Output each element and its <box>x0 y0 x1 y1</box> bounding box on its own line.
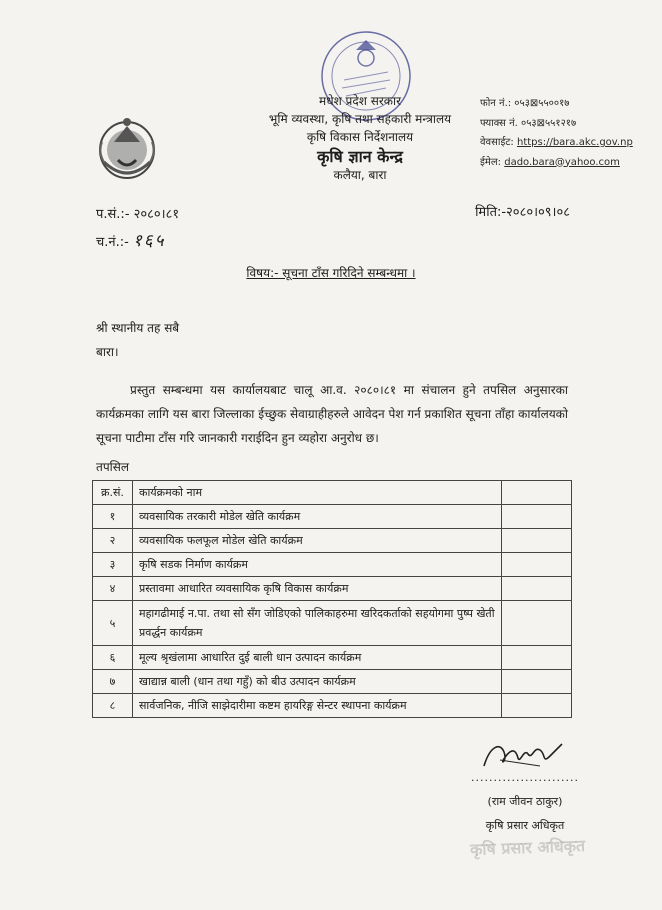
table-row <box>93 529 572 553</box>
list-title: तपसिल <box>96 460 130 474</box>
signatory-block <box>470 766 580 838</box>
email-label: ईमेल: <box>480 156 502 168</box>
website-line <box>480 133 633 153</box>
row-sn: ७ <box>93 670 133 694</box>
header-program-name: कार्यक्रमको नाम <box>133 481 502 505</box>
row-program: व्यवसायिक तरकारी मोडेल खेति कार्यक्रम <box>133 505 502 529</box>
row-sn: १ <box>93 505 133 529</box>
row-program: सार्वजनिक, नीजि साझेदारीमा कष्टम हायरिङ्ग सेन्टर स्थापना कार्यक्रम <box>133 694 502 718</box>
letter-date: मिति:-२०८०।०९।०८ <box>475 205 570 220</box>
province-name: मधेश प्रदेश सरकार <box>319 94 401 108</box>
row-program: कृषि सडक निर्माण कार्यक्रम <box>133 553 502 577</box>
row-program: महागढीमाई न.पा. तथा सो सँग जोडिएको पालिकाहरुमा खरिदकर्ताको सहयोगमा पुष्प खेती प्रवर्द्धन कार्यक्रम <box>133 601 502 646</box>
header-sn: क्र.सं. <box>93 481 133 505</box>
table-row <box>93 670 572 694</box>
row-sn: ६ <box>93 646 133 670</box>
signature-dots: ........................ <box>471 771 579 784</box>
addressee-line-1: श्री स्थानीय तह सबै <box>96 321 180 335</box>
row-blank <box>502 694 572 718</box>
row-program: प्रस्तावमा आधारित व्यवसायिक कृषि विकास कार्यक्रम <box>133 577 502 601</box>
ministry-name: भूमि व्यवस्था, कृषि तथा सहकारी मन्त्रालय <box>268 112 452 126</box>
row-sn: ३ <box>93 553 133 577</box>
table-row <box>93 577 572 601</box>
chalani-number: १६५ <box>132 231 166 251</box>
programs-table <box>92 480 572 718</box>
body-paragraph: प्रस्तुत सम्बन्धमा यस कार्यालयबाट चालू आ.व. २०८०।८१ मा संचालन हुने तपसिल अनुसारका कार्यक्रमका लागि यस बारा जिल्लाका ईच्छुक सेवाग्राहीहरुले आवेदन पेश गर्न प्रकाशित सूचना ताँहा कार्यालयको सूचना पाटीमा टाँस गरि जानकारी गराईदिन हुन व्यहोरा अनुरोध छ। <box>96 383 568 445</box>
office-name: कृषि ज्ञान केन्द्र <box>317 147 403 166</box>
directorate-name: कृषि विकास निर्देशनालय <box>306 130 414 144</box>
row-blank <box>502 577 572 601</box>
designation-stamp: कृषि प्रसार अधिकृत <box>469 835 586 860</box>
row-blank <box>502 553 572 577</box>
email-line <box>480 153 633 173</box>
website-link[interactable]: https://bara.akc.gov.np <box>516 137 633 148</box>
signatory-designation: कृषि प्रसार अधिकृत <box>485 819 565 832</box>
row-blank <box>502 601 572 646</box>
nepal-emblem-icon <box>96 112 158 182</box>
chalani-label: च.नं.:- <box>96 235 129 250</box>
table-row <box>93 601 572 646</box>
subject-line: विषय:- सूचना टाँस गरिदिने सम्बन्धमा । <box>246 266 416 280</box>
table-row <box>93 505 572 529</box>
email-link[interactable]: dado.bara@yahoo.com <box>504 156 620 168</box>
table-header-row <box>93 481 572 505</box>
signatory-name: (राम जीवन ठाकुर) <box>487 795 563 808</box>
table-row <box>93 553 572 577</box>
contact-block <box>480 94 633 172</box>
row-blank <box>502 529 572 553</box>
chalani-line <box>96 228 179 256</box>
table-row <box>93 694 572 718</box>
row-blank <box>502 670 572 694</box>
row-blank <box>502 505 572 529</box>
addressee <box>96 316 179 364</box>
addressee-line-2: बारा। <box>96 345 119 359</box>
reference-block <box>96 202 179 256</box>
table-row <box>93 646 572 670</box>
patra-sankhya: प.सं.:- २०८०।८१ <box>96 207 180 222</box>
letterhead <box>220 92 500 184</box>
row-program: मूल्य श्रृखंलामा आधारित दुई बाली धान उत्पादन कार्यक्रम <box>133 646 502 670</box>
row-sn: ४ <box>93 577 133 601</box>
row-program: व्यवसायिक फलफूल मोडेल खेति कार्यक्रम <box>133 529 502 553</box>
fax-number: फ्याक्स नं. ०५३⊠५५१२१७ <box>480 117 577 129</box>
row-program: खाद्यान्न बाली (धान तथा गहुँ) को बीउ उत्पादन कार्यक्रम <box>133 670 502 694</box>
office-location: कलैया, बारा <box>333 168 387 182</box>
row-blank <box>502 646 572 670</box>
phone-number: फोन नं.: ०५३⊠५५००१७ <box>480 98 570 109</box>
website-label: वेवसाईट: <box>480 137 514 148</box>
header-blank <box>502 481 572 505</box>
row-sn: २ <box>93 529 133 553</box>
row-sn: ५ <box>93 601 133 646</box>
row-sn: ८ <box>93 694 133 718</box>
